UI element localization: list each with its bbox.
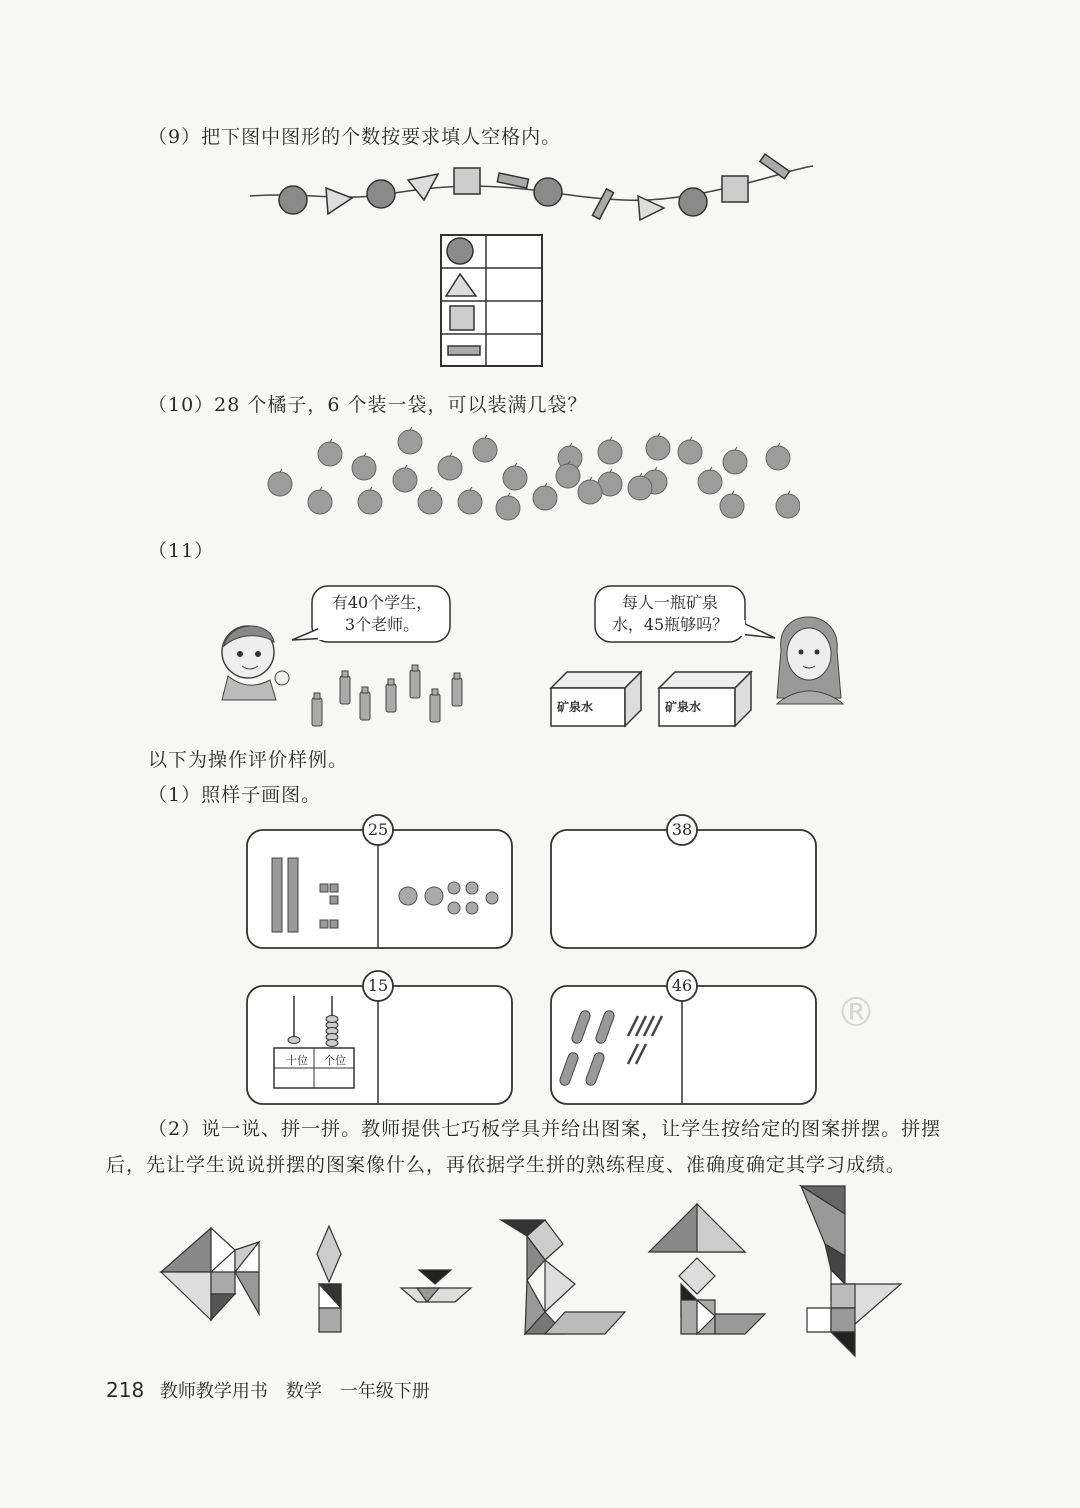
tangram-figure-4 xyxy=(649,1204,765,1334)
orange-icon xyxy=(678,440,702,464)
circle-shape xyxy=(534,178,562,206)
q9-text: （9）把下图中图形的个数按要求填人空格内。 xyxy=(148,126,562,148)
card-number-46: 46 xyxy=(671,976,693,995)
orange-icon xyxy=(533,486,557,510)
orange-icon xyxy=(503,466,527,490)
op1-text: （1）照样子画图。 xyxy=(148,784,322,806)
tens-label: 十位 xyxy=(286,1054,308,1067)
q10-text: （10）28 个橘子，6 个装一袋，可以装满几袋？ xyxy=(148,394,588,416)
orange-icon xyxy=(358,490,382,514)
girl-speech xyxy=(597,592,743,636)
orange-icon xyxy=(268,472,292,496)
square-shape xyxy=(722,176,748,202)
circle-shape xyxy=(367,180,395,208)
orange-icon xyxy=(398,430,422,454)
card-number-25: 25 xyxy=(367,820,389,839)
girl-speech-line1: 每人一瓶矿泉 xyxy=(621,593,718,612)
circle-icon xyxy=(447,238,473,264)
card-number-15: 15 xyxy=(367,976,389,995)
orange-icon xyxy=(698,470,722,494)
orange-icon xyxy=(393,468,417,492)
op2-line1: （2）说一说、拼一拼。教师提供七巧板学具并给出图案，让学生按给定的图案拼摆。拼摆 xyxy=(148,1118,942,1140)
tangram-figures xyxy=(155,1184,915,1360)
card-38 xyxy=(551,830,816,948)
orange-icon xyxy=(766,446,790,470)
boy-icon xyxy=(222,626,289,700)
page-number: 218 xyxy=(106,1378,145,1402)
ones-label: 个位 xyxy=(324,1054,346,1067)
rectangle-shape xyxy=(497,173,528,188)
girl-icon xyxy=(777,617,843,704)
square-shape xyxy=(454,168,480,194)
orange-icon xyxy=(776,494,800,518)
triangle-shape xyxy=(326,188,352,214)
orange-icon xyxy=(598,440,622,464)
orange-icon xyxy=(578,480,602,504)
orange-icon xyxy=(458,490,482,514)
girl-speech-line2: 水，45瓶够吗？ xyxy=(611,615,729,634)
card-number-38: 38 xyxy=(671,820,693,839)
box-label-1: 矿泉水 xyxy=(557,700,594,714)
tangram-figure-5 xyxy=(801,1186,901,1356)
orange-icon xyxy=(438,456,462,480)
orange-icon xyxy=(308,490,332,514)
square-icon xyxy=(450,306,474,330)
box-label-2: 矿泉水 xyxy=(665,700,702,714)
book-title: 教师教学用书 数学 一年级下册 xyxy=(159,1381,430,1402)
orange-icon xyxy=(723,450,747,474)
op2-line2: 后，先让学生说说拼摆的图案像什么，再依据学生拼的熟练程度、准确度确定其学习成绩。 xyxy=(106,1154,907,1176)
orange-icon xyxy=(646,436,670,460)
circle-shape xyxy=(279,186,307,214)
ops-intro: 以下为操作评价样例。 xyxy=(148,749,349,771)
tangram-fish xyxy=(161,1228,259,1320)
oranges-figure xyxy=(260,426,800,526)
tangram-bird xyxy=(501,1220,625,1334)
bottles-icon xyxy=(312,665,462,726)
page-footer xyxy=(106,1377,430,1403)
boy-speech-line2: 3个老师。 xyxy=(344,615,420,634)
watermark-mark: ® xyxy=(836,990,877,1036)
orange-icon xyxy=(318,442,342,466)
orange-icon xyxy=(418,490,442,514)
card-46 xyxy=(551,986,816,1104)
rectangle-icon xyxy=(448,346,480,355)
orange-icon xyxy=(720,494,744,518)
orange-icon xyxy=(556,464,580,488)
tangram-boat xyxy=(401,1270,471,1302)
orange-icon xyxy=(473,438,497,462)
shape-string-figure xyxy=(248,152,818,222)
circle-shape xyxy=(679,188,707,216)
orange-icon xyxy=(352,456,376,480)
tangram-candle xyxy=(317,1226,341,1332)
orange-icon xyxy=(496,496,520,520)
count-table xyxy=(440,234,544,368)
rectangle-shape xyxy=(592,189,613,219)
boy-speech-line1: 有40个学生， xyxy=(331,593,433,612)
orange-icon xyxy=(628,476,652,500)
triangle-shape xyxy=(408,174,438,200)
q11-label: （11） xyxy=(148,540,215,562)
boy-speech xyxy=(316,592,448,636)
